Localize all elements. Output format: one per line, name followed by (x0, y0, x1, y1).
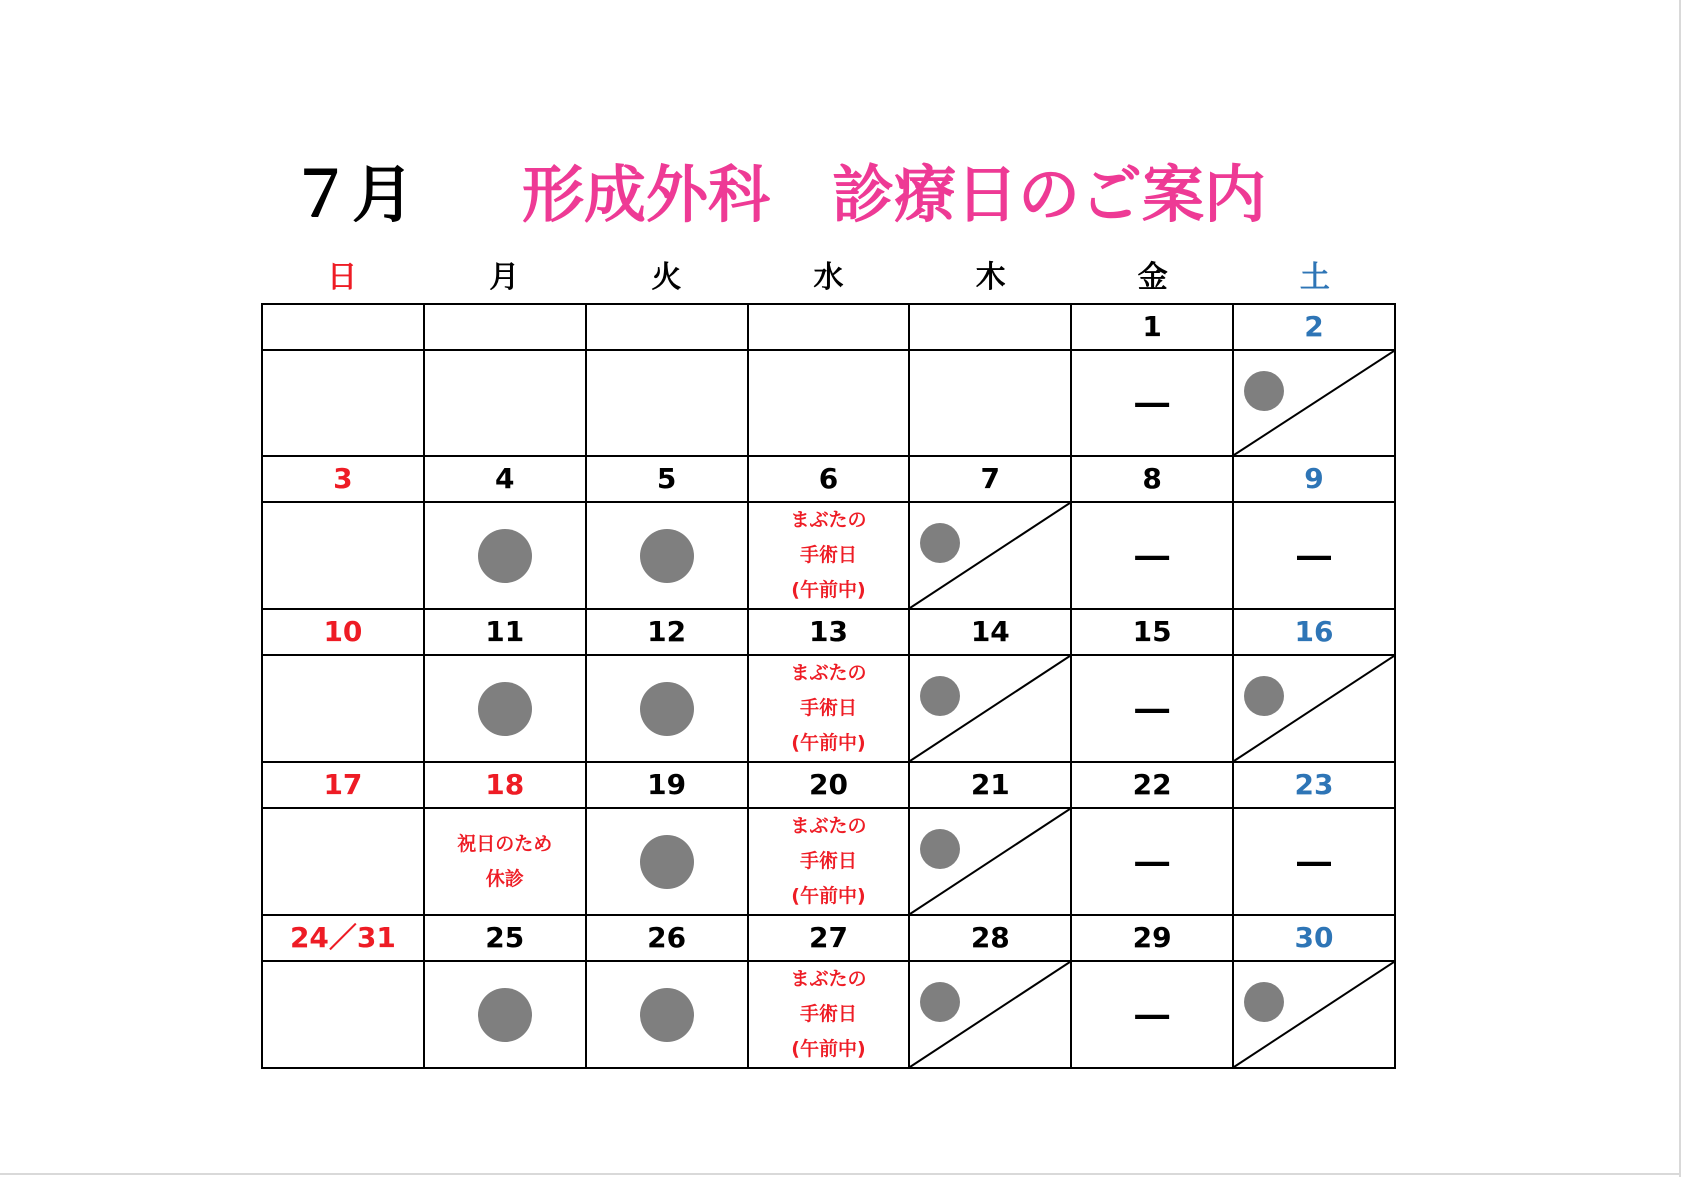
date-number: 13 (808, 615, 848, 648)
date-cell (909, 304, 1071, 350)
date-cell (909, 915, 1071, 961)
status-cell (262, 808, 424, 915)
status-cell (424, 961, 586, 1068)
date-cell (1071, 304, 1233, 350)
date-cell (909, 456, 1071, 502)
status-cell (1233, 808, 1395, 915)
status-cell (909, 655, 1071, 762)
status-cell (424, 808, 586, 915)
date-cell (424, 456, 586, 502)
date-number: 22 (1132, 768, 1172, 801)
date-cell (262, 609, 424, 655)
date-cell (748, 304, 910, 350)
note-line: まぶたの (790, 662, 867, 684)
date-cell (424, 915, 586, 961)
status-cell (748, 502, 910, 609)
date-number: 8 (1142, 462, 1162, 495)
full-day-circle-icon (640, 682, 694, 736)
status-cell (909, 808, 1071, 915)
status-cell (748, 655, 910, 762)
date-number: 29 (1132, 921, 1172, 954)
half-day-icon (910, 656, 1070, 761)
date-number: 14 (970, 615, 1010, 648)
date-cell (424, 304, 586, 350)
date-number: 1 (1142, 310, 1162, 343)
schedule-note (749, 962, 909, 1067)
date-cell (424, 609, 586, 655)
morning-circle-icon (1244, 371, 1284, 411)
date-cell (1233, 304, 1395, 350)
date-number: 4 (495, 462, 515, 495)
date-number: 3 (333, 462, 353, 495)
weekday-tuesday: 火 (651, 260, 682, 295)
date-row (262, 456, 1395, 502)
note-line: (午前中) (791, 732, 866, 754)
weekday-saturday: 土 (1299, 260, 1330, 295)
half-day-icon (910, 809, 1070, 914)
status-cell (909, 350, 1071, 456)
date-cell (586, 762, 748, 808)
note-line: (午前中) (791, 885, 866, 907)
status-cell (1233, 502, 1395, 609)
status-cell (909, 502, 1071, 609)
morning-circle-icon (1244, 982, 1284, 1022)
note-line: 祝日のため (457, 832, 553, 855)
page-title: 形成外科 診療日のご案内 (522, 158, 1267, 231)
schedule-note (425, 827, 585, 897)
date-row (262, 915, 1395, 961)
date-number: 19 (647, 768, 687, 801)
full-day-circle-icon (640, 529, 694, 583)
closed-dash-icon: ― (1135, 535, 1170, 576)
date-cell (586, 304, 748, 350)
closed-dash-icon: ― (1135, 841, 1170, 882)
date-number: 16 (1294, 615, 1334, 648)
schedule-note (749, 503, 909, 608)
full-day-circle-icon (478, 988, 532, 1042)
date-cell (909, 762, 1071, 808)
note-line: (午前中) (791, 579, 866, 601)
full-day-circle-icon (478, 682, 532, 736)
closed-dash-icon: ― (1135, 688, 1170, 729)
date-cell (1233, 456, 1395, 502)
date-row (262, 762, 1395, 808)
date-number: 17 (323, 768, 363, 801)
status-cell (1233, 350, 1395, 456)
date-cell (1233, 609, 1395, 655)
date-cell (262, 456, 424, 502)
date-number: 27 (808, 921, 848, 954)
date-cell (1233, 762, 1395, 808)
page-edge-right (1679, 0, 1681, 1177)
date-cell (262, 304, 424, 350)
date-number: 28 (970, 921, 1010, 954)
status-cell (262, 350, 424, 456)
date-number: 7 (980, 462, 1001, 495)
status-cell (748, 961, 910, 1068)
date-number: 21 (970, 768, 1010, 801)
note-line: (午前中) (791, 1038, 866, 1060)
date-cell (909, 609, 1071, 655)
status-row (262, 655, 1395, 762)
status-cell (748, 808, 910, 915)
status-cell (262, 961, 424, 1068)
status-cell (1071, 808, 1233, 915)
date-number: 5 (656, 462, 677, 495)
status-row (262, 808, 1395, 915)
weekday-thursday: 木 (975, 260, 1006, 295)
note-line: まぶたの (790, 968, 867, 990)
date-cell (748, 762, 910, 808)
status-row (262, 961, 1395, 1068)
status-cell (1071, 502, 1233, 609)
status-cell (1071, 350, 1233, 456)
date-cell (586, 609, 748, 655)
status-cell (586, 350, 748, 456)
status-cell (1071, 961, 1233, 1068)
weekday-friday: 金 (1137, 260, 1168, 295)
closed-dash-icon: ― (1297, 841, 1332, 882)
status-cell (424, 655, 586, 762)
date-cell (1071, 915, 1233, 961)
date-number: 2 (1304, 310, 1324, 343)
half-day-icon (910, 962, 1070, 1067)
status-row (262, 350, 1395, 456)
schedule-note (749, 656, 909, 761)
half-day-icon (910, 503, 1070, 608)
status-cell (586, 655, 748, 762)
date-number: 10 (323, 615, 363, 648)
date-number: 12 (647, 615, 687, 648)
schedule-note (749, 809, 909, 914)
date-cell (748, 915, 910, 961)
date-cell (748, 609, 910, 655)
full-day-circle-icon (640, 835, 694, 889)
date-cell (262, 762, 424, 808)
closed-dash-icon: ― (1135, 994, 1170, 1035)
weekday-wednesday: 水 (813, 260, 844, 295)
date-number: 26 (647, 921, 687, 954)
date-number: 15 (1132, 615, 1172, 648)
weekday-header (261, 258, 1396, 298)
status-row (262, 502, 1395, 609)
date-number: 18 (485, 768, 525, 801)
weekday-sunday: 日 (327, 260, 358, 295)
half-day-icon (1234, 656, 1394, 761)
status-cell (586, 961, 748, 1068)
date-number: 25 (485, 921, 525, 954)
date-number: 30 (1294, 921, 1334, 954)
date-cell (586, 456, 748, 502)
date-cell (586, 915, 748, 961)
note-line: 手術日 (799, 697, 857, 719)
full-day-circle-icon (478, 529, 532, 583)
note-line: まぶたの (790, 509, 867, 531)
date-cell (262, 915, 424, 961)
note-line: 手術日 (799, 1003, 857, 1025)
date-number: 6 (818, 462, 839, 495)
status-cell (262, 655, 424, 762)
date-cell (424, 762, 586, 808)
note-line: 休診 (485, 867, 524, 890)
status-cell (1233, 655, 1395, 762)
weekday-monday: 月 (489, 260, 520, 295)
status-cell (424, 350, 586, 456)
closed-dash-icon: ― (1135, 383, 1170, 423)
closed-dash-icon: ― (1297, 535, 1332, 576)
page-edge-bottom (0, 1173, 1681, 1175)
status-cell (262, 502, 424, 609)
status-cell (586, 502, 748, 609)
status-cell (1233, 961, 1395, 1068)
date-number: 23 (1294, 768, 1334, 801)
date-cell (1071, 609, 1233, 655)
full-day-circle-icon (640, 988, 694, 1042)
date-number: 9 (1304, 462, 1324, 495)
date-number: 20 (808, 768, 848, 801)
status-cell (424, 502, 586, 609)
date-number: 24／31 (289, 921, 396, 954)
status-cell (586, 808, 748, 915)
date-row (262, 304, 1395, 350)
date-cell (1071, 762, 1233, 808)
status-cell (748, 350, 910, 456)
note-line: 手術日 (799, 850, 857, 872)
status-cell (1071, 655, 1233, 762)
date-number: 11 (485, 615, 525, 648)
date-row (262, 609, 1395, 655)
date-cell (1233, 915, 1395, 961)
note-line: 手術日 (799, 544, 857, 566)
month-title: ７月 (290, 158, 415, 231)
half-day-icon (1234, 351, 1394, 455)
note-line: まぶたの (790, 815, 867, 837)
half-day-icon (1234, 962, 1394, 1067)
date-cell (748, 456, 910, 502)
calendar-grid (261, 303, 1396, 1069)
morning-circle-icon (1244, 676, 1284, 716)
date-cell (1071, 456, 1233, 502)
status-cell (909, 961, 1071, 1068)
